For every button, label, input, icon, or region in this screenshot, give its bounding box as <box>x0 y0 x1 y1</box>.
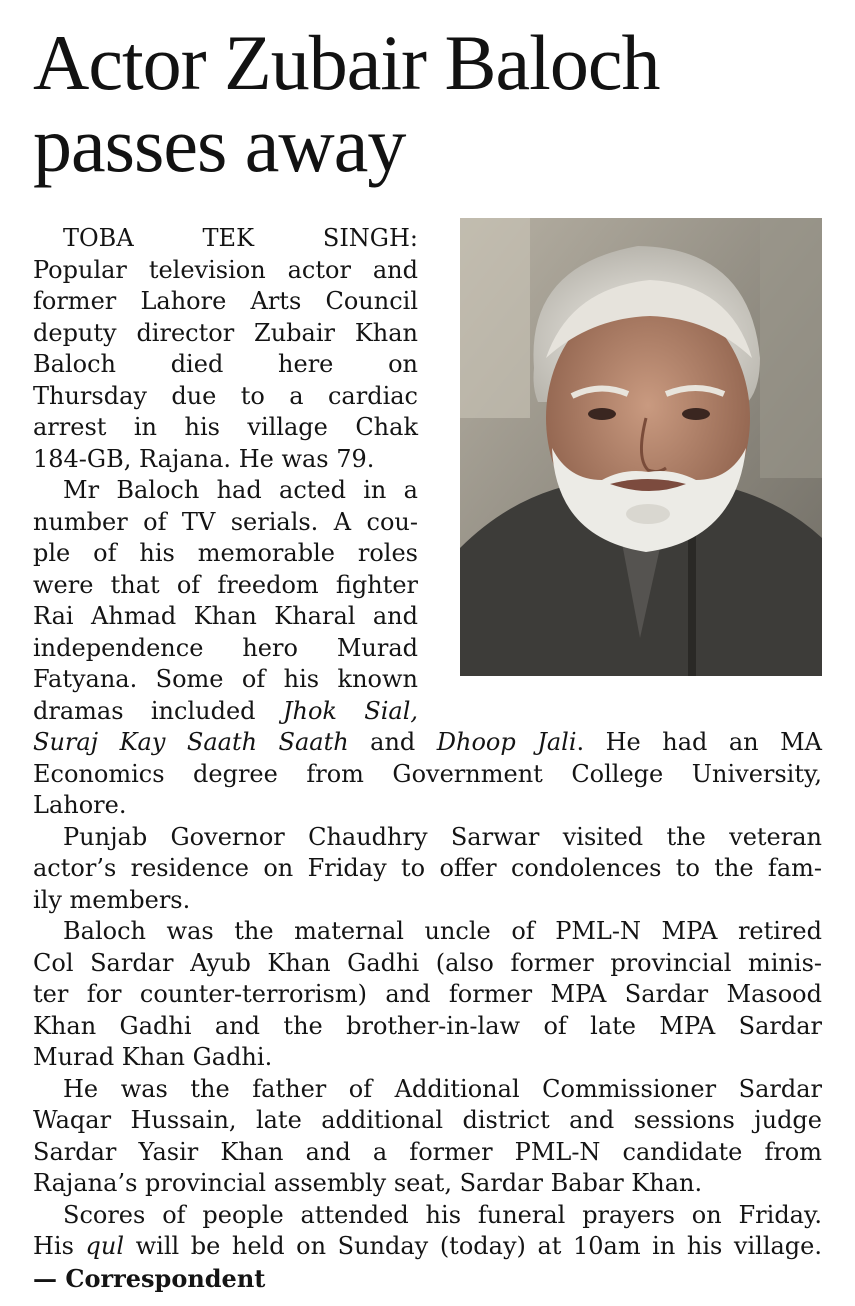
text-line: Col Sardar Ayub Khan Gadhi (also former provincial minis- <box>33 948 822 977</box>
text-run: dramas included <box>33 696 283 725</box>
emphasis: qul <box>85 1232 125 1260</box>
drama-title: Jhok Sial, <box>282 696 419 725</box>
text-line: independence hero Murad <box>33 633 418 662</box>
text-line: Lahore. <box>33 791 127 819</box>
text-line: Scores of people attended his funeral prayers on Friday. <box>63 1200 822 1229</box>
text-line: Punjab Governor Chaudhry Sarwar visited the veteran <box>63 822 822 851</box>
text-line: Thursday due to a cardiac <box>33 381 418 410</box>
text-line: ple of his memorable roles <box>33 539 418 567</box>
text-run: will be held on Sunday (today) at 10am in his village. <box>124 1232 822 1260</box>
text-line <box>33 727 822 759</box>
text-line: arrest in his village Chak <box>33 413 418 441</box>
text-line: Mr Baloch had acted in a <box>63 476 418 504</box>
paragraph-2 <box>33 475 822 822</box>
text-run: His <box>33 1232 86 1260</box>
headline <box>33 19 833 188</box>
text-line: Murad Khan Gadhi. <box>33 1043 273 1071</box>
byline: — Correspondent <box>33 1263 266 1293</box>
text-run: and <box>348 728 437 756</box>
text-line: former Lahore Arts Council <box>33 287 418 315</box>
text-line: number of TV serials. A cou- <box>33 507 418 536</box>
drama-title: Dhoop Jali <box>436 728 577 756</box>
text-line: 184-GB, Rajana. He was 79. <box>33 444 375 473</box>
paragraph-3 <box>33 822 822 917</box>
headline-line: passes away <box>33 101 406 188</box>
text-line: Rai Ahmad Khan Kharal and <box>33 602 418 630</box>
text-line: actor’s residence on Friday to offer condolences to the fam- <box>33 854 822 882</box>
text-line: Rajana’s provincial assembly seat, Sardar Babar Khan. <box>33 1169 703 1197</box>
text-line: deputy director Zubair Khan <box>33 318 418 347</box>
text-line: Economics degree from Government College University, <box>33 759 822 788</box>
text-run: . He had an MA <box>576 728 823 756</box>
text-line: were that of freedom fighter <box>33 570 418 599</box>
paragraph-5 <box>33 1074 822 1200</box>
headline-line: Actor Zubair Baloch <box>33 19 660 106</box>
text-line: ily members. <box>33 885 191 914</box>
text-line <box>33 1231 822 1263</box>
text-line: ter for counter-terrorism) and former MPA Sardar Masood <box>33 980 822 1008</box>
drama-title: Suraj Kay Saath Saath <box>33 728 349 756</box>
paragraph-4 <box>33 916 822 1074</box>
text-line: Baloch died here on <box>33 350 418 378</box>
text-line: He was the father of Additional Commissioner Sardar <box>63 1074 822 1103</box>
text-line: TOBA TEK SINGH: <box>63 224 418 252</box>
paragraph-1 <box>33 223 822 475</box>
text-line: Popular television actor and <box>33 255 418 284</box>
text-line <box>33 696 418 728</box>
text-line: Khan Gadhi and the brother-in-law of late MPA Sardar <box>33 1011 822 1040</box>
article-body <box>33 223 822 1294</box>
text-line: Sardar Yasir Khan and a former PML-N candidate from <box>33 1137 822 1166</box>
text-line: Fatyana. Some of his known <box>33 665 418 693</box>
text-line: Baloch was the maternal uncle of PML-N MPA retired <box>63 917 822 945</box>
paragraph-6 <box>33 1200 822 1295</box>
text-line: Waqar Hussain, late additional district and sessions judge <box>33 1106 822 1134</box>
